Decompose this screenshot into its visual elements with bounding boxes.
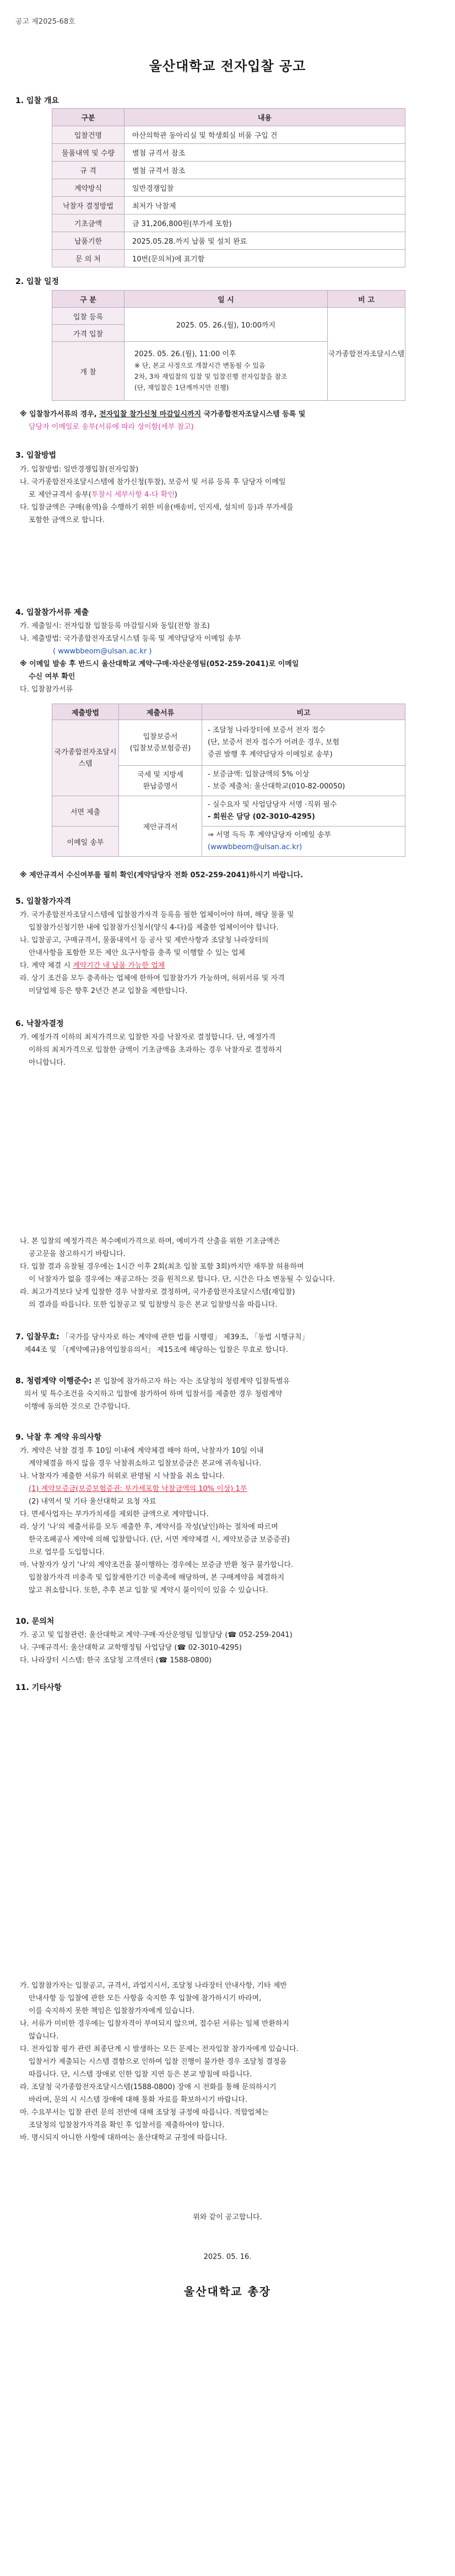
docs-note-text: - 보증금액: 입찰금액의 5% 이상 — [208, 770, 310, 779]
schedule-notice — [20, 408, 438, 421]
contract-line: 않고 취소합니다. 또한, 추후 본교 입찰 및 계약시 불이익이 있을 수 있습니다. — [29, 1586, 268, 1595]
overview-value: 별첨 규격서 참조 — [124, 162, 405, 179]
notice-text: ※ 입찰참가서류의 경우, — [20, 410, 100, 418]
docs-note-text: ⇒ 서명 득득 후 계약담당자 이메일 송부 — [208, 831, 332, 839]
contact-line: 다. 나라장터 시스템: 한국 조달청 고객센터 (☎ 1588-0800) — [20, 1656, 212, 1665]
method-link[interactable]: 투찰시 세부사항 4-다 확인 — [91, 491, 175, 499]
contact-line: 나. 구매규격서: 울산대학교 교학행정팀 사업담당 (☎ 02-3010-4295) — [20, 1644, 242, 1652]
signature: 울산대학교 총장 — [183, 2285, 272, 2298]
misc-line: 다. 전자입찰 평가 관련 최종단계 시 발생하는 모든 문제는 전자입찰 참가자에게 있습니다. — [20, 2045, 299, 2053]
award-line: 나. 본 입찰의 예정가격은 복수예비가격으로 하며, 예비가격 산출을 위한 기초금액은 — [20, 1237, 280, 1246]
award-line: 이하의 최저가격으로 입찰한 금액이 기초금액을 초과하는 경우 낙찰자로 결정하지 — [29, 1046, 283, 1054]
docs-header-docs: 제출서류 — [119, 704, 202, 720]
submit-line: 나. 제출방법: 국가종합전자조달시스템 등록 및 계약담당자 이메일 송부 — [20, 635, 241, 643]
opening-datetime: 2025. 05. 26.(월), 11:00 이후 — [134, 350, 236, 358]
award-line: 이 낙찰자가 없을 경우에는 재공고하는 것을 원칙으로 합니다. 단, 시간은 다소 변동될 수 있습니다. — [29, 1275, 335, 1284]
section-10-title: 10. 문의처 — [15, 1617, 55, 1626]
notice-emphasis: 전자입찰 참가신청 마감일시까지 — [99, 410, 202, 418]
contract-line: (2) 내역서 및 기타 울산대학교 요청 자료 — [29, 1498, 156, 1506]
section-3-body — [20, 463, 444, 527]
method-line — [20, 489, 444, 501]
docs-note — [202, 796, 405, 827]
schedule-header-category: 구 분 — [52, 291, 124, 308]
schedule-label: 가격 입찰 — [52, 325, 124, 342]
contract-line: 마. 낙찰자가 상기 '나'의 계약조건을 불이행하는 경우에는 보증금 반환 청구 불가합니다. — [20, 1561, 294, 1569]
overview-value: 최저가 낙찰제 — [124, 197, 405, 214]
opening-schedule — [124, 342, 328, 401]
overview-label: 낙찰자 결정방법 — [52, 197, 124, 214]
qual-emphasis: 계약기간 내 납품 가능한 업체 — [73, 962, 165, 970]
overview-header-category: 구분 — [52, 109, 124, 126]
closing-date: 2025. 05. 16. — [203, 2253, 252, 2261]
misc-line: 가. 입찰참가자는 입찰공고, 규격서, 과업지시서, 조달청 나라장터 안내사항, 기타 제반 — [20, 1982, 287, 1990]
docs-header-note: 비고 — [202, 704, 405, 720]
schedule-header-datetime: 일 시 — [124, 291, 328, 308]
opening-note: 2차, 3차 재입찰의 입찰 및 입찰진행 전자입찰을 참조 — [134, 373, 288, 380]
award-line: 의 결과를 따릅니다. 또한 입찰공고 및 입찰방식 등은 본교 입찰방식을 따릅니다. — [29, 1301, 278, 1309]
contract-line: 가. 계약은 낙찰 결정 후 10일 이내에 계약체결 해야 하며, 낙찰자가 10일 이내 — [20, 1447, 264, 1455]
submit-line: 수신 여부 확인 — [29, 673, 75, 681]
section-6-body — [20, 1031, 444, 1069]
contact-line: 가. 공고 및 입찰관련: 울산대학교 계약·구매·자산운영팀 입찰담당 (☎ 052-259-2041) — [20, 1631, 292, 1639]
integrity-line — [15, 1375, 445, 1388]
section-8-title: 8. 청렴계약 이행준수: — [15, 1377, 92, 1386]
invalid-line — [15, 1331, 445, 1344]
docs-note-text: (단, 보증서 전자 접수가 어려운 경우, 보험 — [208, 738, 340, 747]
contract-line: (1) 계약보증금(보증보험증권: 부가세포함 낙찰금액의 10% 이상) 1부 — [29, 1485, 247, 1493]
integrity-line: 이행에 동의한 것으로 간주합니다. — [24, 1403, 131, 1411]
section-5-title: 5. 입찰참가자격 — [15, 897, 72, 906]
docs-note — [202, 827, 405, 857]
section-5-body — [20, 909, 444, 997]
award-line: 공고문을 참고하시기 바랍니다. — [29, 1250, 126, 1258]
contract-line: 나. 낙찰자가 제출한 서류가 허위로 판명될 시 낙찰을 취소 합니다. — [20, 1472, 225, 1480]
overview-header-content: 내용 — [124, 109, 405, 126]
overview-table — [52, 108, 405, 267]
misc-line: 따릅니다. 단, 시스템 장애로 인한 입찰 지연 등은 본교 방침에 따릅니다. — [29, 2070, 252, 2079]
overview-label: 입찰건명 — [52, 126, 124, 144]
schedule-header-remark: 비 고 — [328, 291, 405, 308]
overview-label: 규 격 — [52, 162, 124, 179]
docs-note-text: - 조달청 나라장터에 보증서 전자 접수 — [208, 726, 326, 734]
schedule-table — [52, 290, 405, 401]
docs-header-method: 제출방법 — [52, 704, 119, 720]
qual-line: 미달업체 등은 향후 2년간 본교 입찰을 제한합니다. — [29, 987, 188, 995]
docs-text: 완납증명서 — [143, 782, 178, 791]
contract-line: 라. 상기 '나'의 제출서류를 모두 제출한 후, 계약서를 작성(날인)하는 절차에 따르며 — [20, 1523, 278, 1531]
docs-note-text: - 회원은 담당 (02-3010-4295) — [208, 813, 315, 821]
docs-item — [119, 720, 202, 766]
section-9-title: 9. 낙찰 후 계약 유의사항 — [15, 1433, 102, 1442]
method-line: 포함한 금액으로 합니다. — [29, 516, 105, 524]
method-text: ) — [174, 491, 177, 499]
opening-note: ※ 단, 본교 사정으로 개찰시간 변동될 수 있음 — [134, 362, 266, 369]
award-line: 라. 최고가격보다 낮게 입찰한 경우 낙찰자로 결정하며, 국가종합전자조달시스템(재입찰) — [20, 1288, 295, 1296]
overview-value: 일반경쟁입찰 — [124, 179, 405, 197]
section-11-body — [20, 1979, 444, 2144]
invalid-line: 제44조 및 「(계약예규)용역입찰유의서」 제15조에 해당하는 입찰은 무효로 합니다. — [24, 1346, 289, 1354]
section-7-title: 7. 입찰무효: — [15, 1333, 59, 1341]
section-6-continued — [20, 1235, 444, 1311]
section-11-title: 11. 기타사항 — [15, 1683, 62, 1692]
schedule-label: 개 찰 — [52, 342, 124, 401]
docs-note — [202, 720, 405, 766]
method-line: 가. 입찰방법: 일반경쟁입찰(전자입찰) — [20, 465, 139, 474]
submit-line: 가. 제출일시: 전자입찰 입찰등록 마감일시와 동일(전항 참조) — [20, 622, 210, 630]
docs-note-text — [208, 799, 405, 811]
overview-label: 납품기한 — [52, 232, 124, 250]
section-9-body — [20, 1445, 444, 1597]
method-line: 나. 국가종합전자조달시스템에 참가신청(투찰), 보증서 및 서류 등록 후 담당자 이메일 — [20, 478, 286, 486]
section-6-title: 6. 낙찰자결정 — [15, 1019, 64, 1028]
overview-value: 금 31,206,800원(부가세 포함) — [124, 214, 405, 232]
qual-line — [20, 959, 444, 972]
docs-note-email[interactable]: (wwwbbeom@ulsan.ac.kr) — [208, 843, 302, 851]
contract-line: 계약체결을 하지 않을 경우 낙찰취소하고 입찰보증금은 본교에 귀속됩니다. — [29, 1459, 262, 1468]
overview-value: 2025.05.28.까지 납품 및 설치 완료 — [124, 232, 405, 250]
docs-note — [202, 766, 405, 796]
integrity-text: 본 입찰에 참가하고자 하는 자는 조달청의 청렴계약 입찰특별유 — [94, 1377, 290, 1386]
docs-method: 이메일 송부 — [52, 827, 119, 857]
schedule-remark: 국가종합전자조달시스템 — [328, 308, 405, 401]
award-line: 다. 입찰 결과 유찰될 경우에는 1시간 이후 2회(최초 입찰 포함 3회)까지만 재투찰 허용하며 — [20, 1263, 304, 1271]
overview-value: 10번(문의처)에 표기함 — [124, 250, 405, 267]
documents-table — [52, 704, 405, 857]
contract-line: 다. 면세사업자는 부가가치세를 제외한 금액으로 계약합니다. — [20, 1510, 209, 1518]
section-1-title: 1. 입찰 개요 — [15, 96, 59, 105]
overview-label: 물품내역 및 수량 — [52, 144, 124, 162]
page-title: 울산대학교 전자입찰 공고 — [149, 58, 306, 74]
section-10-body — [20, 1629, 444, 1667]
notice-number: 공고 제2025-68호 — [15, 18, 75, 26]
docs-method: 국가종합전자조달시스템 — [52, 720, 119, 796]
misc-line: 나. 서류가 미비한 경우에는 입찰자격이 부여되지 않으며, 접수된 서류는 일체 반환하지 — [20, 2020, 290, 2028]
contact-email[interactable]: ( wwwbbeom@ulsan.ac.kr ) — [53, 647, 152, 656]
section-4-body — [20, 620, 444, 696]
misc-line: 입찰서가 제출되는 시스템 결함으로 인하여 입찰 진행이 불가한 경우 조달청 결정을 — [29, 2058, 287, 2066]
submit-line: 다. 입찰참가서류 — [20, 685, 73, 694]
misc-line: 마. 수요부서는 입찰 관련 문의 전반에 대해 조달청 규정에 따릅니다. 적합업체는 — [20, 2108, 269, 2117]
schedule-label: 입찰 등록 — [52, 308, 124, 325]
overview-label: 계약방식 — [52, 179, 124, 197]
overview-label: 문 의 처 — [52, 250, 124, 267]
documents-footnote: ※ 제안규격서 수신여부를 필히 확인(계약담당자 전화 052-259-2041)하시기 바랍니다. — [20, 871, 304, 879]
award-line: 가. 예정가격 이하의 최저가격으로 입찰한 자를 낙찰자로 결정합니다. 단, 예정가격 — [20, 1033, 276, 1042]
section-7 — [15, 1331, 445, 1356]
award-line: 아니합니다. — [29, 1059, 66, 1067]
contract-line: 한국조폐공사 계약에 의해 입찰합니다. (단, 서면 계약체결 시, 계약보증금 보증증권) — [29, 1536, 290, 1544]
docs-text: 입찰보증서 — [143, 733, 178, 741]
section-4-title: 4. 입찰참가서류 제출 — [15, 608, 89, 617]
misc-line: 라. 조달청 국가종합전자조달시스템(1588-0800) 장애 시 전화를 통해 문의하시기 — [20, 2083, 277, 2091]
invalid-text: 「국가를 당사자로 하는 계약에 관한 법률 시행령」 제39조, 「동법 시행규칙」 — [61, 1333, 309, 1341]
qual-text: 다. 계약 체결 시 — [20, 962, 73, 970]
contract-line: 입찰참가자격 미충족 및 입찰제한기간 미충족에 해당하여, 본 구매계약을 체결하지 — [29, 1574, 285, 1582]
section-3-title: 3. 입찰방법 — [15, 451, 57, 460]
opening-note: (단, 재입찰은 1단계까지만 진행) — [134, 384, 229, 391]
qual-line: 입찰참가신청기한 내에 입찰참가신청서(양식 4-다)를 제출한 업체이어야 합니다. — [29, 924, 279, 932]
docs-item: 제안규격서 — [119, 796, 202, 857]
overview-label: 기초금액 — [52, 214, 124, 232]
method-line: 다. 입찰금액은 구매(용역)을 수행하기 위한 비용(배송비, 인지세, 설치비 등)과 부가세를 — [20, 503, 294, 512]
misc-line: 바라며, 문의 시 시스템 장애에 대해 통화 자료를 확보하시기 바랍니다. — [29, 2096, 248, 2104]
qual-line: 가. 국가종합전자조달시스템에 입찰참가자격 등록을 필한 업체이어야 하며, 해당 물품 및 — [20, 911, 294, 919]
section-2-title: 2. 입찰 일정 — [15, 277, 59, 286]
qual-line: 안내사항을 포함한 모든 제안 요구사항을 충족 및 이행할 수 있는 업체 — [29, 949, 245, 957]
docs-text: (입찰보증보험증권) — [129, 744, 191, 753]
integrity-line: 의서 및 특수조건을 숙지하고 입찰에 참가하여 하며 입찰서를 제출한 경우 청렴계약 — [24, 1390, 283, 1398]
misc-line: 바. 명시되지 아니한 사항에 대하여는 울산대학교 규정에 따릅니다. — [20, 2134, 228, 2142]
docs-method: 서면 제출 — [52, 796, 119, 827]
section-8 — [15, 1375, 445, 1413]
docs-note-text: 증권 발행 후 계약담당자 이메일로 송부) — [208, 750, 333, 759]
qual-line: 나. 입찰공고, 구매규격서, 물품내역서 등 공사 및 제반사항과 조달청 나라장터의 — [20, 936, 269, 944]
misc-line: 이를 숙지하지 못한 책임은 입찰참가자에게 있습니다. — [29, 2007, 195, 2015]
misc-line: 안내사항 등 입찰에 관한 모든 사항을 숙지한 후 입찰에 참가하시기 바라며, — [29, 1994, 262, 2003]
contract-line: 으로 업무를 도입합니다. — [29, 1548, 105, 1557]
notice-text: 국가종합전자조달시스템 등록 및 — [201, 410, 306, 418]
schedule-notice-detail: 담당자 이메일로 송부(서류에 따라 상이함(세부 참고) — [29, 423, 194, 431]
misc-line: 조달청의 입찰참가자격을 확인 후 입찰서를 제출하여야 합니다. — [29, 2121, 225, 2129]
schedule-datetime: 2025. 05. 26.(월), 10:00까지 — [124, 308, 328, 342]
overview-value: 아산의학관 동아리실 및 학생회실 비품 구입 건 — [124, 126, 405, 144]
qual-line: 라. 상기 조건을 모두 충족하는 업체에 한하여 입찰참가가 가능하며, 허위서류 및 자격 — [20, 974, 285, 983]
docs-item — [119, 766, 202, 796]
docs-note-text: - 보증 제출처: 울산대학교(010-82-00050) — [208, 782, 345, 791]
docs-note-signature: - 실수요자 및 사업담당자 서명 ·직위 필수 — [208, 801, 337, 809]
misc-line: 않습니다. — [29, 2032, 59, 2041]
method-text: 로 제안규격서 송부( — [29, 491, 91, 499]
docs-text: 국세 및 지방세 — [137, 771, 183, 779]
overview-value: 별첨 규격서 참조 — [124, 144, 405, 162]
closing-statement: 위와 같이 공고합니다. — [193, 2213, 262, 2221]
submit-line: ※ 이메일 발송 후 반드시 울산대학교 계약·구매·자산운영팀(052-259-2041)로 이메일 — [20, 660, 299, 668]
